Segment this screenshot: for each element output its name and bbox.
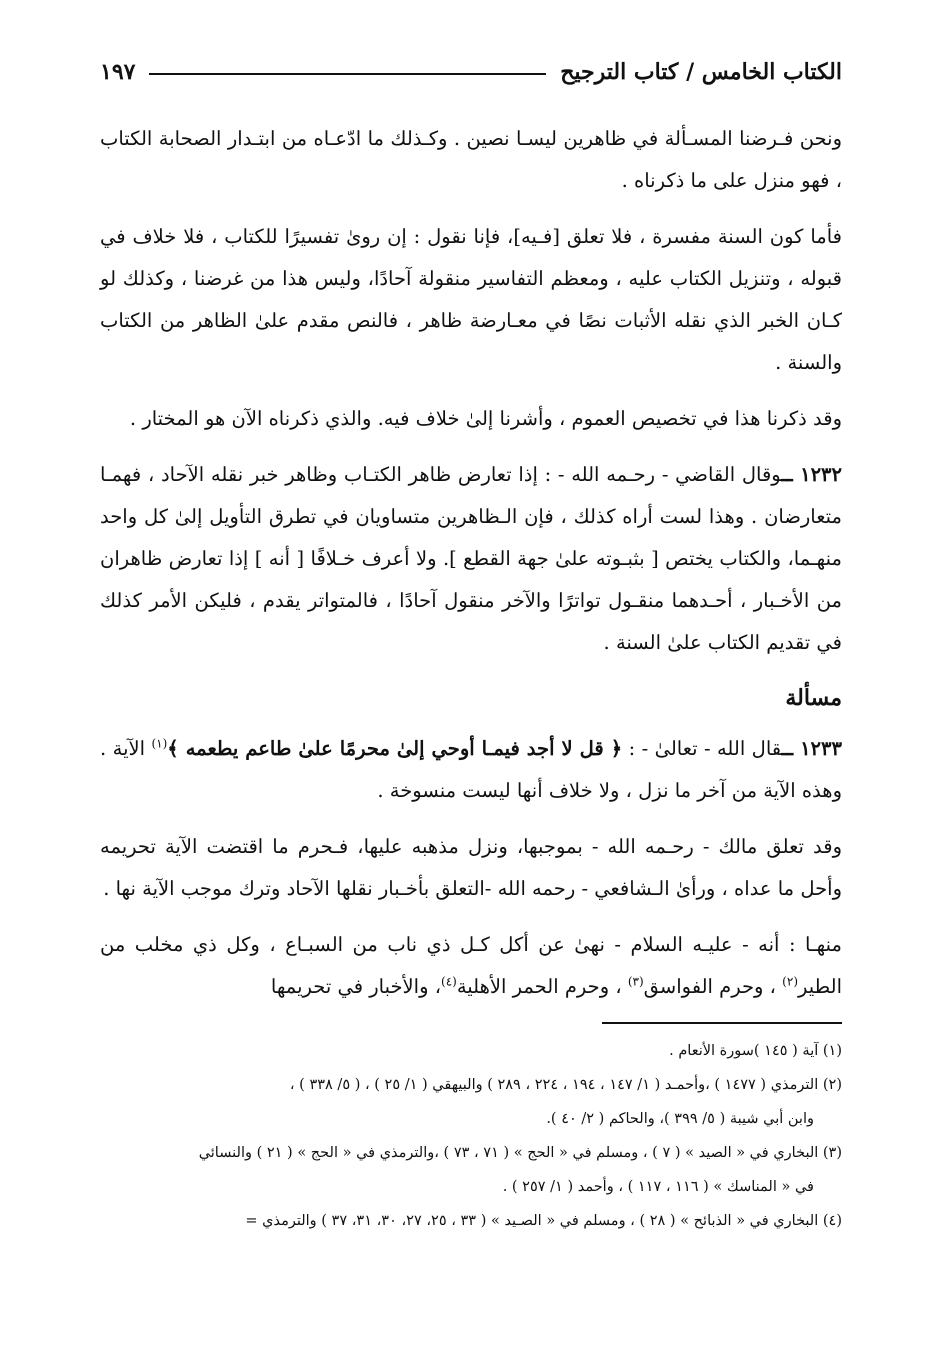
- footnote-ref-4[interactable]: (٤): [441, 974, 457, 989]
- text-run: ، وحرم الفواسق: [643, 975, 783, 998]
- main-text: [100, 118, 842, 1008]
- quran-intro: قال الله - تعالىٰ - :: [622, 737, 782, 760]
- header-rule: [149, 73, 546, 75]
- paragraph-3: وقد ذكرنا هذا في تخصيص العموم ، وأشرنا إلىٰ خلاف فيه. والذي ذكرناه الآن هو المختار .: [129, 407, 842, 430]
- footnote-3-continued: في « المناسك » ( ١١٦ ، ١١٧ ) ، وأحمد ( ١/ ٢٥٧ ) .: [502, 1179, 814, 1195]
- running-header: [100, 52, 842, 92]
- paragraph-number: ١٢٣٢ ــ: [781, 463, 842, 486]
- paragraph-1233: [100, 728, 842, 812]
- footnotes: [100, 1036, 842, 1236]
- paragraph-text: الآية . وهذه الآية من آخر ما نزل ، ولا خلاف أنها ليست منسوخة .: [100, 737, 842, 802]
- footnote-divider: [602, 1022, 842, 1024]
- footnote-ref-2[interactable]: (٢): [782, 974, 798, 989]
- section-heading: مسألة: [785, 685, 842, 711]
- page-number: ١٩٧: [100, 59, 136, 85]
- footnote-2: (٢) الترمذي ( ١٤٧٧ ) ،وأحمـد ( ١/ ١٤٧ ، ١٩٤ ، ٢٢٤ ، ٢٨٩ ) والبيهقي ( ١/ ٢٥ ) ، ( ٥/ ٣٣٨ ) ،: [289, 1077, 842, 1093]
- paragraph-number: ١٢٣٣ ــ: [781, 737, 842, 760]
- text-run: ، وحرم الحمر الأهلية: [456, 975, 628, 998]
- header-title: الكتاب الخامس / كتاب الترجيح: [560, 59, 842, 85]
- footnote-2-continued: وابن أبي شيبة ( ٥/ ٣٩٩ )، والحاكم ( ٢/ ٤٠ ).: [546, 1111, 814, 1127]
- paragraph-text: وقال القاضي - رحـمه الله - : إذا تعارض ظاهر الكتـاب وظاهر خبر نقله الآحاد ، فهمـا متعارضان . وهذا لست أراه كذلك ، فإن الـظاهرين متساويان في تطرق التأويل إلىٰ كل واحد منهـما، والكتاب يختص [ بثبـوته علىٰ جهة القطع ]. ولا أعرف خـلافًا [ أنه ] إذا تعارض ظاهران من الأخـبار ، أحـدهما منقـول تواترًا والآخر منقول آحادًا ، فالمتواتر يقدم ، فليكن الأمر كذلك في تقديم الكتاب علىٰ السنة .: [100, 463, 842, 654]
- paragraph-1232: [100, 454, 842, 664]
- footnote-ref-1[interactable]: (١): [151, 736, 168, 751]
- text-run: منهـا : أنه - عليـه السلام - نهىٰ عن أكل كـل ذي ناب من السبـاع ، وكل ذي مخلب من الطير: [100, 933, 842, 998]
- quran-quote: ﴿ قل لا أجد فيمـا أوحي إلىٰ محرمًا علىٰ طاعم يطعمه ﴾: [167, 737, 623, 760]
- footnote-4: (٤) البخاري في « الذبائح » ( ٢٨ ) ، ومسلم في « الصـيد » ( ٣٣ ، ٢٥، ٢٧، ٣٠، ٣١، ٣٧ ) والترمذي =: [245, 1213, 842, 1229]
- footnote-1: (١) آية ( ١٤٥ )سورة الأنعام .: [669, 1043, 842, 1059]
- paragraph-minha: [100, 924, 842, 1008]
- text-run: ، والأخبار في تحريمها: [270, 975, 441, 998]
- paragraph-1: ونحن فـرضنا المسـألة في ظاهرين ليسـا نصين . وكـذلك ما ادّعـاه من ابتـدار الصحابة الكتاب ، فهو منزل على ما ذكرناه .: [100, 127, 842, 192]
- paragraph-malik: وقد تعلق مالك - رحـمه الله - بموجبها، ونزل مذهبه عليها، فـحرم ما اقتضت الآية تحريمه وأحل ما عداه ، ورأىٰ الـشافعي - رحمه الله -التعلق بأخـبار نقلها الآحاد وترك موجب الآية نها .: [100, 835, 842, 900]
- paragraph-2: فأما كون السنة مفسرة ، فلا تعلق [فـيه]، فإنا نقول : إن روىٰ تفسيرًا للكتاب ، فلا خلاف في قبوله ، وتنزيل الكتاب عليه ، ومعظم التفاسير منقولة آحادًا، وليس هذا من غرضنا ، وكذلك لو كـان الخبر الذي نقله الأثبات نصًا في معـارضة ظاهر ، فالنص مقدم علىٰ الظاهر من الكتاب والسنة .: [100, 225, 842, 374]
- footnote-ref-3[interactable]: (٣): [627, 974, 644, 989]
- footnote-3: (٣) البخاري في « الصيد » ( ٧ ) ، ومسلم في « الحج » ( ٧١ ، ٧٣ ) ،والترمذي في « الحج » ( ٢١ ) والنسائي: [198, 1145, 842, 1161]
